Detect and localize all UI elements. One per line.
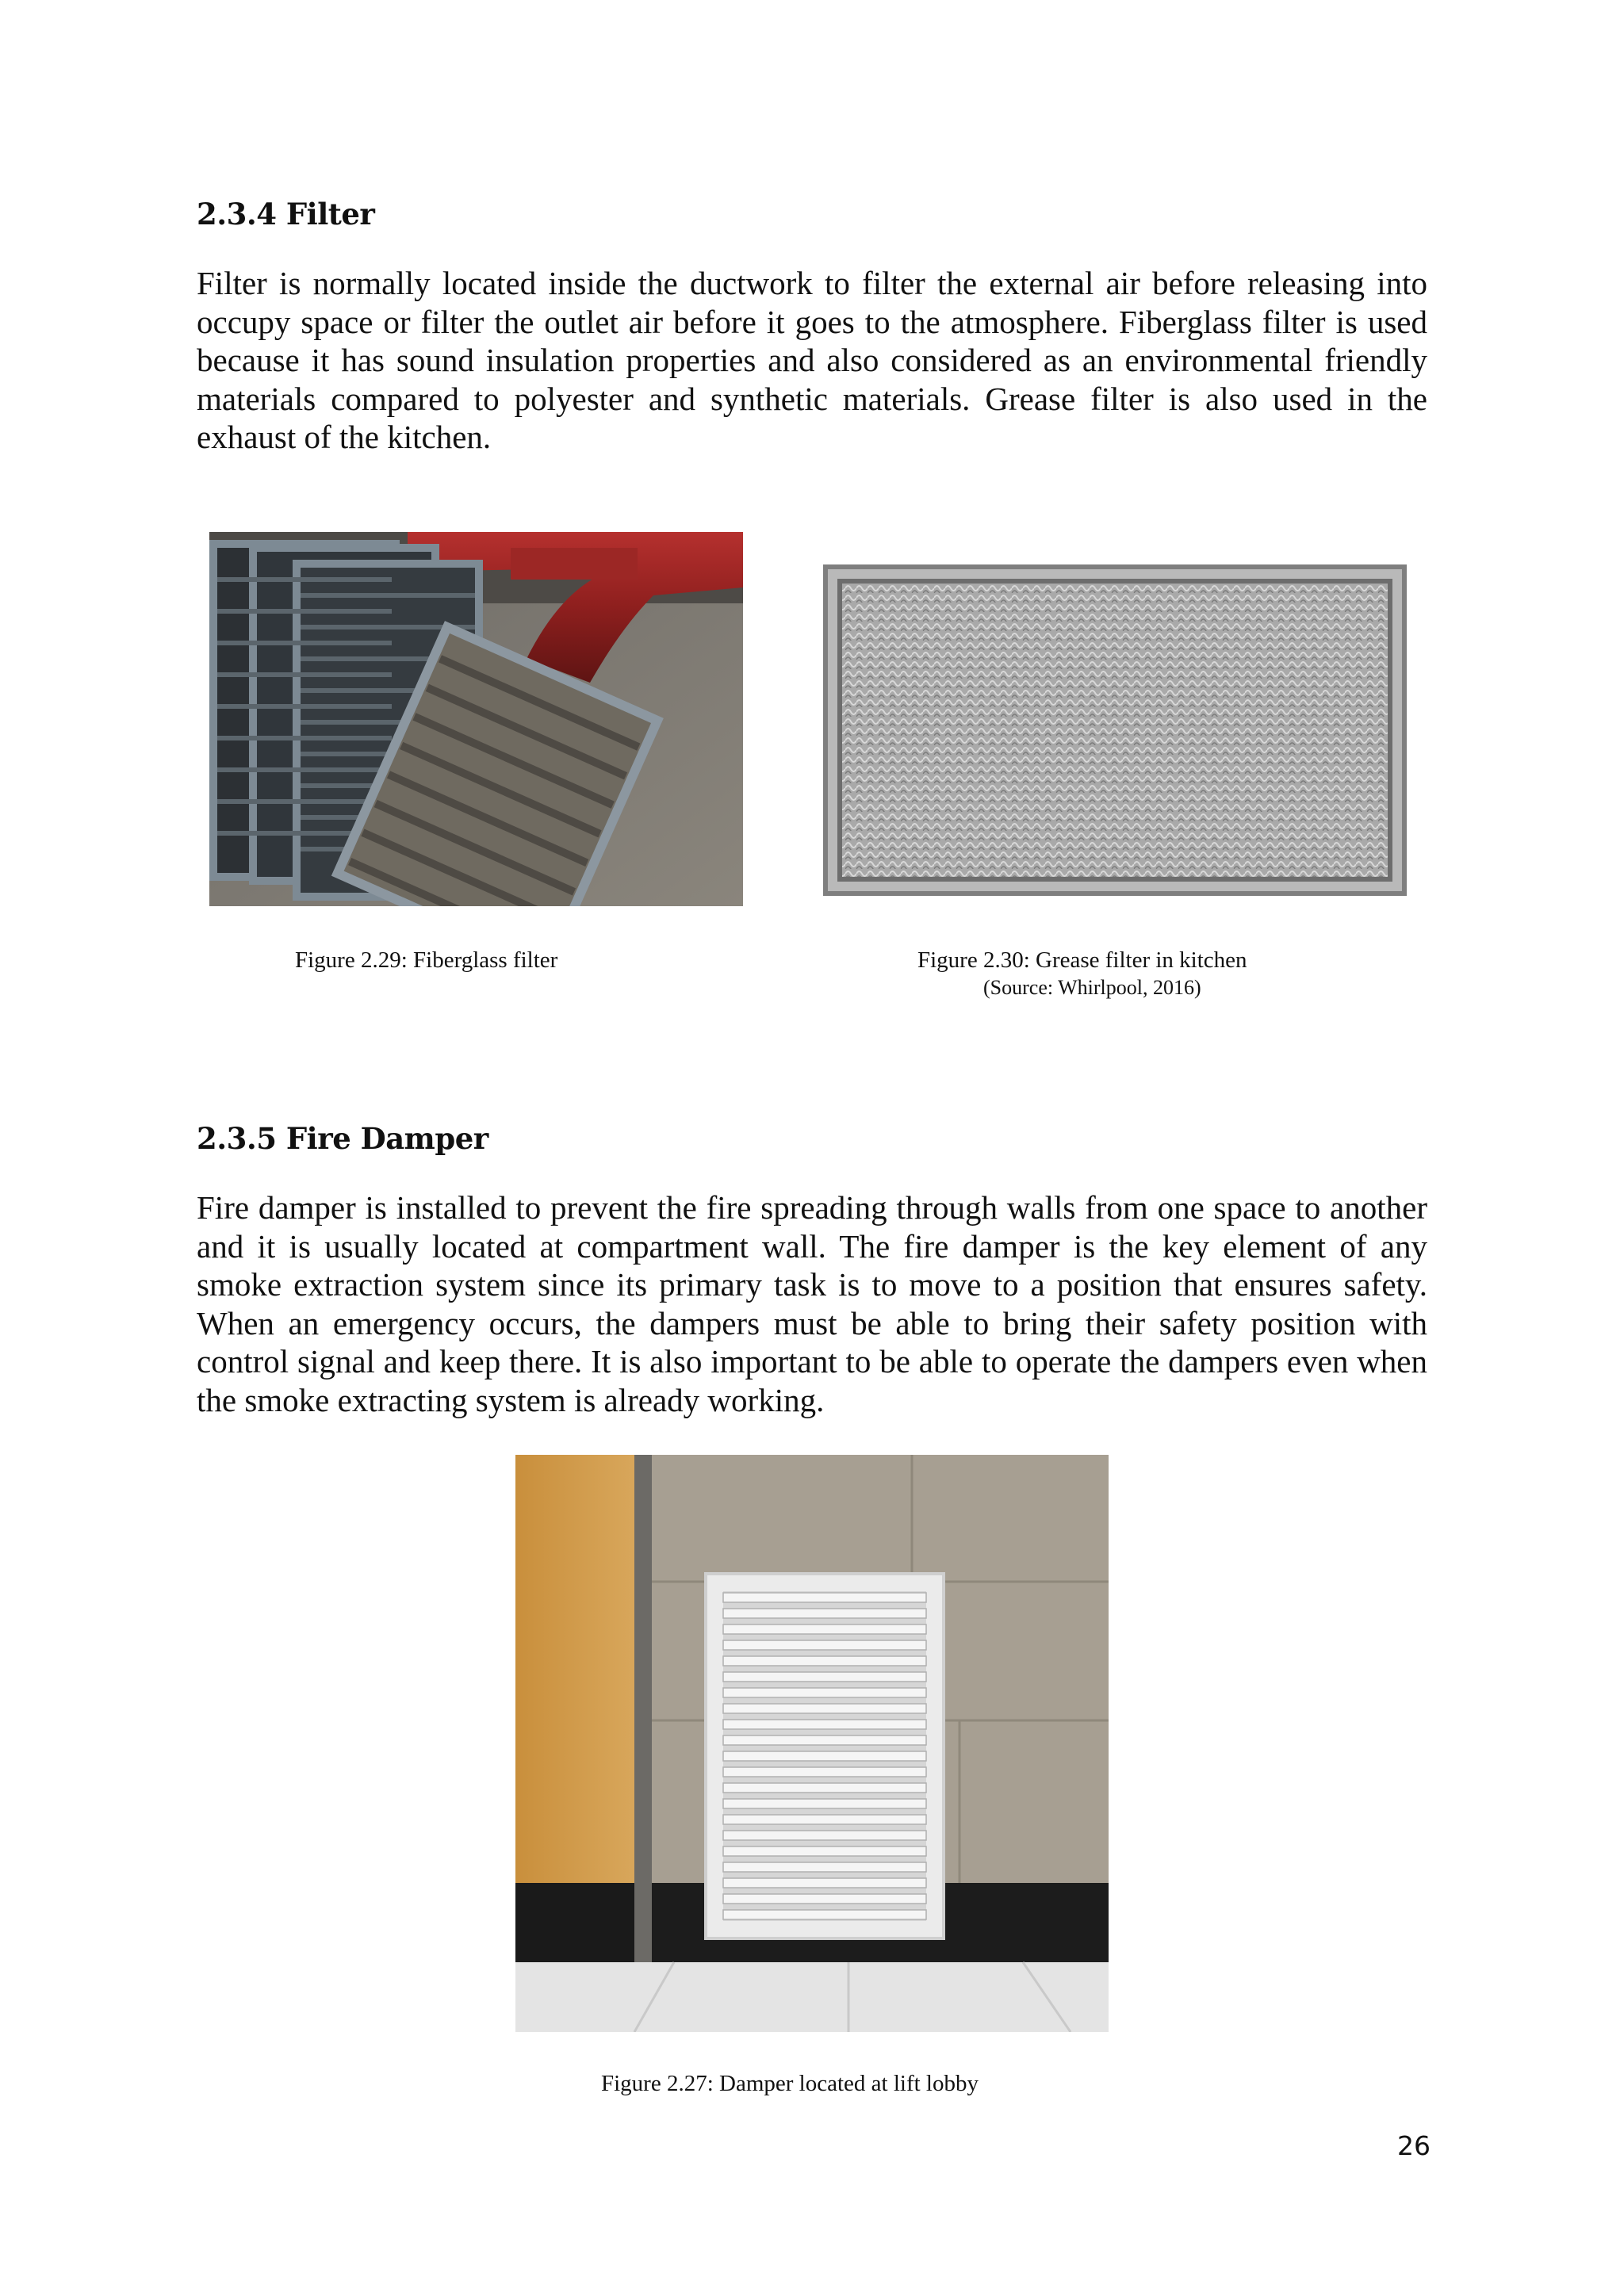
figure-caption-grease: Figure 2.30: Grease filter in kitchen [917, 947, 1247, 973]
grease-filter-image [823, 564, 1407, 896]
page-number: 26 [1397, 2130, 1431, 2161]
section-heading-fire-damper: 2.3.5 Fire Damper [197, 1121, 488, 1156]
filter-paragraph: Filter is normally located inside the ductwork to filter the external air before releasing into occupy space or filter the outlet air before it goes to the atmosphere. Fiberglass filter is used because it has sound insulation properties and also considered as an environmental friendly materials compared to polyester and synthetic materials. Grease filter is also used in the exhaust of the kitchen. [197, 265, 1427, 455]
damper-image [515, 1455, 1109, 2032]
fire-damper-paragraph: Fire damper is installed to prevent the fire spreading through walls from one space to another and it is usually located at compartment wall. The fire damper is the key element of any smoke extraction system since its primary task is to move to a position that ensures safety. When an emergency occurs, the dampers must be able to bring their safety position with control signal and keep there. It is also important to be able to operate the dampers even when the smoke extracting system is already working. [197, 1189, 1427, 1418]
section-heading-filter: 2.3.4 Filter [197, 197, 375, 232]
figure-source-grease: (Source: Whirlpool, 2016) [983, 976, 1201, 999]
fiberglass-filter-image [209, 532, 743, 906]
figure-caption-fiberglass: Figure 2.29: Fiberglass filter [295, 947, 558, 973]
figure-caption-damper: Figure 2.27: Damper located at lift lobby [601, 2071, 979, 2096]
